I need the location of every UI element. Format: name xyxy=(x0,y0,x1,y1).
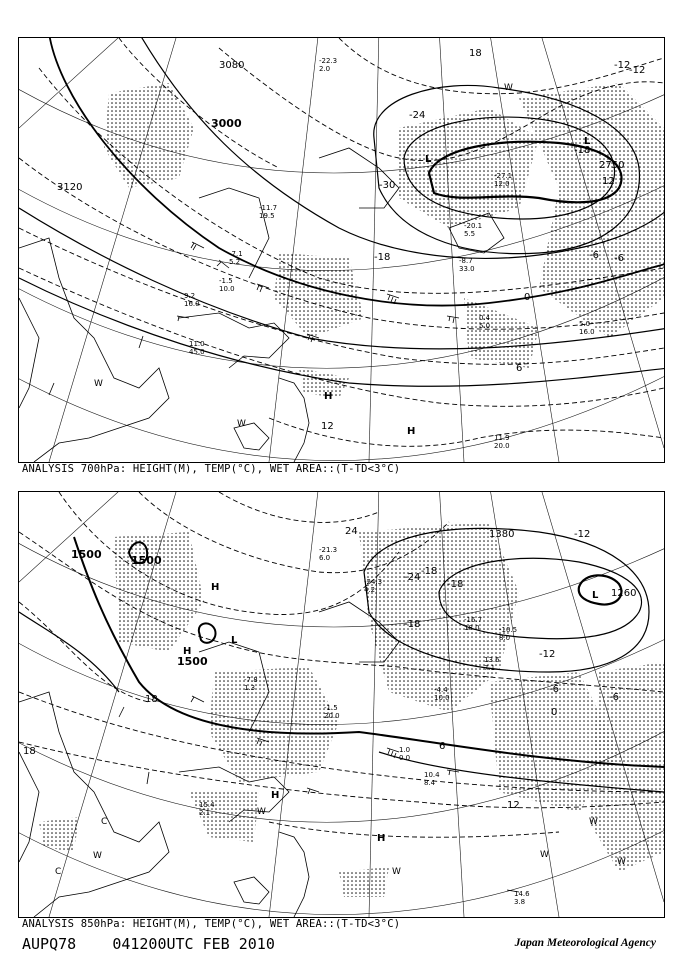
svg-text:20.0: 20.0 xyxy=(324,712,340,720)
svg-text:33.0: 33.0 xyxy=(459,265,475,273)
temp-label: 18 xyxy=(469,48,482,59)
high-center: H xyxy=(407,426,416,437)
temp-label: 6 xyxy=(516,363,523,374)
svg-text:1.0: 1.0 xyxy=(399,746,411,754)
temp-label: -12 xyxy=(629,65,646,76)
temp-label: -18 xyxy=(447,579,464,590)
svg-text:-21.3: -21.3 xyxy=(319,546,338,554)
high-center: H xyxy=(183,646,192,657)
svg-text:-7.8: -7.8 xyxy=(244,676,258,684)
svg-text:10.4: 10.4 xyxy=(424,771,440,779)
svg-text:20.0: 20.0 xyxy=(494,442,510,450)
high-center: H xyxy=(377,833,386,844)
svg-text:3.8: 3.8 xyxy=(514,898,526,906)
low-center: L xyxy=(425,154,432,165)
map-panel-700hpa xyxy=(18,37,665,463)
high-center: H xyxy=(211,582,220,593)
svg-text:-16.7: -16.7 xyxy=(464,616,483,624)
temp-label: -24 xyxy=(409,110,426,121)
height-label: 1500 xyxy=(131,554,162,567)
svg-text:16.0: 16.0 xyxy=(184,300,200,308)
height-label: 1500 xyxy=(71,548,102,561)
temp-label: 18 xyxy=(145,694,158,705)
svg-text:-8.7: -8.7 xyxy=(459,257,473,265)
svg-text:-1.5: -1.5 xyxy=(219,277,233,285)
temp-label: -18 xyxy=(574,145,591,156)
warm-center: W xyxy=(94,379,103,389)
svg-text:13.6: 13.6 xyxy=(484,656,500,664)
warm-center: W xyxy=(93,851,102,861)
temp-label: 12 xyxy=(602,176,615,187)
temp-label: 6 xyxy=(439,741,446,752)
wet-area xyxy=(104,83,664,398)
temp-label: 12 xyxy=(507,800,520,811)
svg-text:5.0: 5.0 xyxy=(579,320,591,328)
svg-text:0.0: 0.0 xyxy=(399,754,411,762)
temp-label: -6 xyxy=(609,692,619,703)
warm-center: W xyxy=(392,867,401,877)
svg-text:2.0: 2.0 xyxy=(319,65,331,73)
height-label: 3080 xyxy=(219,60,245,71)
temp-label: 0 xyxy=(524,292,531,303)
svg-text:4.2: 4.2 xyxy=(364,586,376,594)
agency-credit: Japan Meteorological Agency xyxy=(514,937,656,949)
temp-label: 18 xyxy=(23,746,36,757)
height-label: 1260 xyxy=(611,588,637,599)
temp-label: -6 xyxy=(614,253,624,264)
temp-label: 12 xyxy=(321,421,334,432)
warm-center: W xyxy=(237,419,246,429)
svg-text:5.0: 5.0 xyxy=(479,322,491,330)
cold-center: C xyxy=(55,867,62,877)
svg-text:5.2: 5.2 xyxy=(229,258,241,266)
panel-caption: ANALYSIS 850hPa: HEIGHT(M), TEMP(°C), WET AREA::(T-TD<3°C) xyxy=(22,918,401,930)
svg-text:-27.1: -27.1 xyxy=(494,172,513,180)
svg-text:-4.4: -4.4 xyxy=(434,686,448,694)
panel-caption: ANALYSIS 700hPa: HEIGHT(M), TEMP(°C), WET AREA::(T-TD<3°C) xyxy=(22,463,401,475)
svg-text:11.9: 11.9 xyxy=(494,434,510,442)
low-center: L xyxy=(231,635,238,646)
cold-center: C xyxy=(101,817,108,827)
low-center: L xyxy=(584,136,591,147)
svg-text:8.4: 8.4 xyxy=(424,779,436,787)
svg-text:11.0: 11.0 xyxy=(189,340,205,348)
temp-label: -30 xyxy=(379,180,396,191)
svg-text:10.0: 10.0 xyxy=(219,285,235,293)
valid-time: 041200UTC FEB 2010 xyxy=(112,935,275,953)
svg-text:5.5: 5.5 xyxy=(464,230,476,238)
warm-center: W xyxy=(257,807,266,817)
temp-label: -6 xyxy=(589,250,599,261)
height-label: 1380 xyxy=(489,529,515,540)
high-center: H xyxy=(324,391,333,402)
svg-text:45.0: 45.0 xyxy=(189,348,205,356)
svg-text:12.0: 12.0 xyxy=(494,180,510,188)
svg-text:9.2: 9.2 xyxy=(184,292,196,300)
svg-text:0.4: 0.4 xyxy=(479,314,491,322)
temp-label: 24 xyxy=(345,526,358,537)
warm-center: W xyxy=(540,850,549,860)
svg-text:-10.5: -10.5 xyxy=(499,626,518,634)
svg-text:-20.1: -20.1 xyxy=(464,222,483,230)
svg-text:1.3: 1.3 xyxy=(244,684,256,692)
temp-label: -18 xyxy=(374,252,391,263)
temp-label: -12 xyxy=(574,529,591,540)
svg-text:-7.1: -7.1 xyxy=(229,250,243,258)
svg-text:8.0: 8.0 xyxy=(499,634,511,642)
svg-text:7.1: 7.1 xyxy=(484,664,496,672)
svg-text:16.0: 16.0 xyxy=(579,328,595,336)
svg-text:-24.3: -24.3 xyxy=(364,578,383,586)
high-center: H xyxy=(271,790,280,801)
svg-text:-22.3: -22.3 xyxy=(319,57,338,65)
height-label: 3000 xyxy=(211,117,242,130)
temp-label: -18 xyxy=(421,566,438,577)
height-label: 1500 xyxy=(177,655,208,668)
svg-text:-1.5: -1.5 xyxy=(324,704,338,712)
svg-text:14.6: 14.6 xyxy=(514,890,530,898)
svg-text:-11.7: -11.7 xyxy=(259,204,278,212)
svg-text:18.0: 18.0 xyxy=(464,624,480,632)
temp-label: -24 xyxy=(404,572,421,583)
svg-text:19.5: 19.5 xyxy=(259,212,275,220)
warm-center: W xyxy=(617,857,626,867)
height-label: 2750 xyxy=(599,160,625,171)
svg-text:15.4: 15.4 xyxy=(199,801,215,809)
temp-label: -6 xyxy=(549,684,559,695)
svg-text:2.1: 2.1 xyxy=(199,809,211,817)
temp-label: -18 xyxy=(404,619,421,630)
temp-label: -12 xyxy=(539,649,556,660)
chart-700hpa xyxy=(19,38,664,462)
product-header xyxy=(22,935,275,953)
warm-center: W xyxy=(589,817,598,827)
temp-label: -12 xyxy=(614,60,631,71)
wet-area xyxy=(39,522,664,897)
product-code: AUPQ78 xyxy=(22,935,77,953)
svg-text:10.0: 10.0 xyxy=(434,694,450,702)
map-panel-850hpa xyxy=(18,491,665,918)
svg-text:6.0: 6.0 xyxy=(319,554,331,562)
height-label: 3120 xyxy=(57,182,83,193)
chart-850hpa xyxy=(19,492,664,917)
temp-label: 0 xyxy=(551,707,558,718)
low-center: L xyxy=(592,590,599,601)
warm-center: W xyxy=(504,83,513,93)
